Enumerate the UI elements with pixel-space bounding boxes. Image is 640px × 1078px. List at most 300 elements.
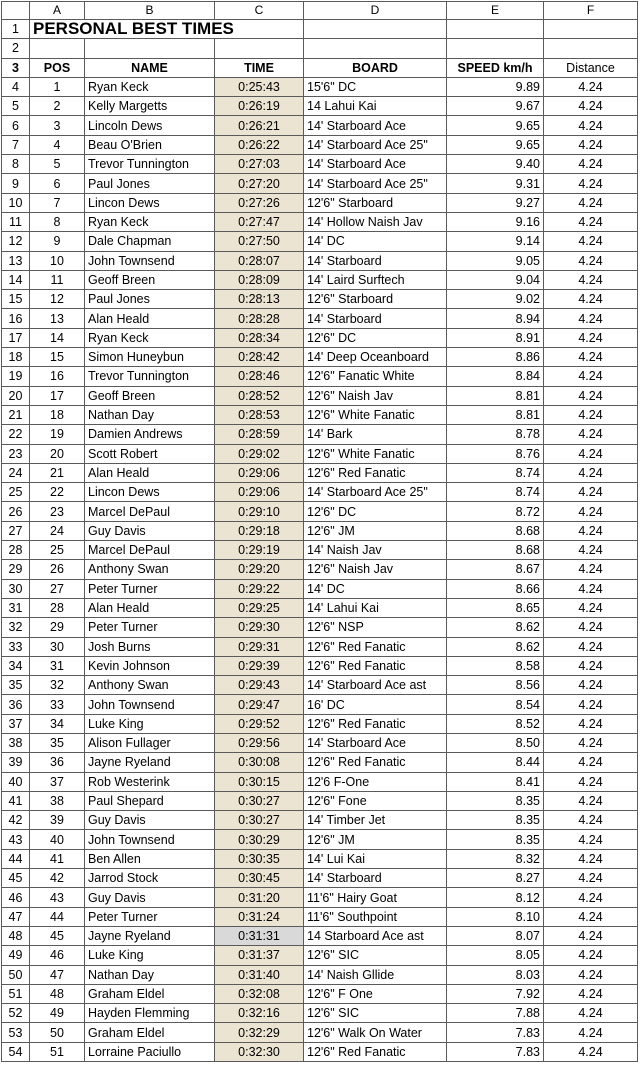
distance-cell[interactable]: 4.24	[544, 637, 638, 656]
time-cell[interactable]: 0:26:19	[215, 97, 304, 116]
pos-cell[interactable]: 9	[30, 232, 85, 251]
row-number[interactable]: 33	[2, 637, 30, 656]
speed-cell[interactable]: 9.16	[447, 212, 544, 231]
speed-cell[interactable]: 9.65	[447, 116, 544, 135]
board-cell[interactable]: 14' Starboard Ace	[304, 116, 447, 135]
time-cell[interactable]: 0:30:45	[215, 869, 304, 888]
pos-cell[interactable]: 17	[30, 386, 85, 405]
row-number[interactable]: 31	[2, 598, 30, 617]
pos-cell[interactable]: 23	[30, 502, 85, 521]
time-cell[interactable]: 0:29:39	[215, 656, 304, 675]
pos-cell[interactable]: 33	[30, 695, 85, 714]
pos-cell[interactable]: 16	[30, 367, 85, 386]
row-number[interactable]: 19	[2, 367, 30, 386]
column-header-a[interactable]: A	[30, 2, 85, 20]
column-header-c[interactable]: C	[215, 2, 304, 20]
board-cell[interactable]: 14' Starboard	[304, 251, 447, 270]
distance-cell[interactable]: 4.24	[544, 232, 638, 251]
board-cell[interactable]: 11'6" Southpoint	[304, 907, 447, 926]
speed-cell[interactable]: 8.68	[447, 521, 544, 540]
name-cell[interactable]: Nathan Day	[85, 965, 215, 984]
row-number[interactable]: 50	[2, 965, 30, 984]
pos-cell[interactable]: 38	[30, 791, 85, 810]
row-number[interactable]: 18	[2, 348, 30, 367]
board-cell[interactable]: 12'6" Red Fanatic	[304, 637, 447, 656]
row-number[interactable]: 12	[2, 232, 30, 251]
board-cell[interactable]: 14' Starboard Ace ast	[304, 676, 447, 695]
pos-cell[interactable]: 5	[30, 155, 85, 174]
row-number[interactable]: 36	[2, 695, 30, 714]
time-cell[interactable]: 0:28:07	[215, 251, 304, 270]
speed-cell[interactable]: 8.67	[447, 560, 544, 579]
row-number[interactable]: 26	[2, 502, 30, 521]
speed-cell[interactable]: 8.94	[447, 309, 544, 328]
board-cell[interactable]: 14' DC	[304, 579, 447, 598]
row-number[interactable]: 32	[2, 618, 30, 637]
distance-cell[interactable]: 4.24	[544, 811, 638, 830]
board-cell[interactable]: 15'6" DC	[304, 77, 447, 96]
cell[interactable]	[215, 39, 304, 58]
pos-cell[interactable]: 50	[30, 1023, 85, 1042]
time-cell[interactable]: 0:30:29	[215, 830, 304, 849]
time-cell[interactable]: 0:29:43	[215, 676, 304, 695]
board-cell[interactable]: 14' Starboard	[304, 309, 447, 328]
name-cell[interactable]: Lincon Dews	[85, 193, 215, 212]
name-cell[interactable]: Marcel DePaul	[85, 541, 215, 560]
speed-cell[interactable]: 8.56	[447, 676, 544, 695]
name-cell[interactable]: Ryan Keck	[85, 328, 215, 347]
distance-cell[interactable]: 4.24	[544, 155, 638, 174]
pos-cell[interactable]: 12	[30, 290, 85, 309]
speed-cell[interactable]: 9.65	[447, 135, 544, 154]
speed-cell[interactable]: 8.58	[447, 656, 544, 675]
header-speed[interactable]: SPEED km/h	[447, 58, 544, 77]
speed-cell[interactable]: 8.41	[447, 772, 544, 791]
name-cell[interactable]: Paul Jones	[85, 290, 215, 309]
time-cell[interactable]: 0:29:10	[215, 502, 304, 521]
board-cell[interactable]: 14' Lahui Kai	[304, 598, 447, 617]
pos-cell[interactable]: 29	[30, 618, 85, 637]
distance-cell[interactable]: 4.24	[544, 405, 638, 424]
board-cell[interactable]: 14' Starboard Ace	[304, 733, 447, 752]
speed-cell[interactable]: 7.92	[447, 984, 544, 1003]
column-header-e[interactable]: E	[447, 2, 544, 20]
name-cell[interactable]: Guy Davis	[85, 811, 215, 830]
time-cell[interactable]: 0:29:06	[215, 483, 304, 502]
name-cell[interactable]: Lincoln Dews	[85, 116, 215, 135]
row-number[interactable]: 21	[2, 405, 30, 424]
cell[interactable]	[30, 39, 85, 58]
name-cell[interactable]: Graham Eldel	[85, 1023, 215, 1042]
distance-cell[interactable]: 4.24	[544, 598, 638, 617]
speed-cell[interactable]: 8.05	[447, 946, 544, 965]
time-cell[interactable]: 0:28:53	[215, 405, 304, 424]
distance-cell[interactable]: 4.24	[544, 984, 638, 1003]
row-number[interactable]: 38	[2, 733, 30, 752]
distance-cell[interactable]: 4.24	[544, 174, 638, 193]
board-cell[interactable]: 14' DC	[304, 232, 447, 251]
board-cell[interactable]: 16' DC	[304, 695, 447, 714]
board-cell[interactable]: 12'6" White Fanatic	[304, 405, 447, 424]
pos-cell[interactable]: 47	[30, 965, 85, 984]
name-cell[interactable]: Simon Huneybun	[85, 348, 215, 367]
distance-cell[interactable]: 4.24	[544, 135, 638, 154]
distance-cell[interactable]: 4.24	[544, 97, 638, 116]
pos-cell[interactable]: 34	[30, 714, 85, 733]
speed-cell[interactable]: 8.81	[447, 405, 544, 424]
pos-cell[interactable]: 14	[30, 328, 85, 347]
pos-cell[interactable]: 2	[30, 97, 85, 116]
distance-cell[interactable]: 4.24	[544, 830, 638, 849]
board-cell[interactable]: 14' Starboard	[304, 869, 447, 888]
time-cell[interactable]: 0:29:25	[215, 598, 304, 617]
pos-cell[interactable]: 43	[30, 888, 85, 907]
row-number[interactable]: 40	[2, 772, 30, 791]
time-cell[interactable]: 0:29:02	[215, 444, 304, 463]
time-cell[interactable]: 0:29:47	[215, 695, 304, 714]
cell[interactable]	[304, 20, 447, 39]
pos-cell[interactable]: 31	[30, 656, 85, 675]
pos-cell[interactable]: 18	[30, 405, 85, 424]
time-cell[interactable]: 0:29:06	[215, 463, 304, 482]
sheet-title[interactable]: PERSONAL BEST TIMES	[30, 20, 304, 39]
pos-cell[interactable]: 22	[30, 483, 85, 502]
speed-cell[interactable]: 9.31	[447, 174, 544, 193]
header-name[interactable]: NAME	[85, 58, 215, 77]
pos-cell[interactable]: 42	[30, 869, 85, 888]
time-cell[interactable]: 0:31:24	[215, 907, 304, 926]
speed-cell[interactable]: 9.89	[447, 77, 544, 96]
distance-cell[interactable]: 4.24	[544, 116, 638, 135]
time-cell[interactable]: 0:31:40	[215, 965, 304, 984]
distance-cell[interactable]: 4.24	[544, 676, 638, 695]
time-cell[interactable]: 0:31:37	[215, 946, 304, 965]
speed-cell[interactable]: 8.35	[447, 791, 544, 810]
row-number[interactable]: 24	[2, 463, 30, 482]
distance-cell[interactable]: 4.24	[544, 946, 638, 965]
pos-cell[interactable]: 25	[30, 541, 85, 560]
row-number[interactable]: 22	[2, 425, 30, 444]
row-number[interactable]: 35	[2, 676, 30, 695]
board-cell[interactable]: 12'6" Naish Jav	[304, 560, 447, 579]
pos-cell[interactable]: 49	[30, 1004, 85, 1023]
time-cell[interactable]: 0:28:09	[215, 270, 304, 289]
row-number[interactable]: 30	[2, 579, 30, 598]
speed-cell[interactable]: 8.32	[447, 849, 544, 868]
row-number[interactable]: 47	[2, 907, 30, 926]
name-cell[interactable]: Luke King	[85, 946, 215, 965]
speed-cell[interactable]: 8.76	[447, 444, 544, 463]
name-cell[interactable]: Alan Heald	[85, 463, 215, 482]
board-cell[interactable]: 14 Starboard Ace ast	[304, 926, 447, 945]
board-cell[interactable]: 14' Laird Surftech	[304, 270, 447, 289]
distance-cell[interactable]: 4.24	[544, 560, 638, 579]
name-cell[interactable]: Damien Andrews	[85, 425, 215, 444]
name-cell[interactable]: Marcel DePaul	[85, 502, 215, 521]
time-cell[interactable]: 0:28:46	[215, 367, 304, 386]
distance-cell[interactable]: 4.24	[544, 772, 638, 791]
pos-cell[interactable]: 40	[30, 830, 85, 849]
pos-cell[interactable]: 48	[30, 984, 85, 1003]
distance-cell[interactable]: 4.24	[544, 1004, 638, 1023]
time-cell[interactable]: 0:29:20	[215, 560, 304, 579]
pos-cell[interactable]: 32	[30, 676, 85, 695]
row-number[interactable]: 42	[2, 811, 30, 830]
name-cell[interactable]: Lorraine Paciullo	[85, 1042, 215, 1061]
distance-cell[interactable]: 4.24	[544, 386, 638, 405]
pos-cell[interactable]: 28	[30, 598, 85, 617]
pos-cell[interactable]: 13	[30, 309, 85, 328]
row-number[interactable]: 11	[2, 212, 30, 231]
pos-cell[interactable]: 6	[30, 174, 85, 193]
time-cell[interactable]: 0:29:18	[215, 521, 304, 540]
row-number[interactable]: 29	[2, 560, 30, 579]
time-cell[interactable]: 0:28:28	[215, 309, 304, 328]
speed-cell[interactable]: 8.03	[447, 965, 544, 984]
row-number[interactable]: 13	[2, 251, 30, 270]
distance-cell[interactable]: 4.24	[544, 483, 638, 502]
pos-cell[interactable]: 39	[30, 811, 85, 830]
row-number[interactable]: 49	[2, 946, 30, 965]
board-cell[interactable]: 12'6" Walk On Water	[304, 1023, 447, 1042]
name-cell[interactable]: Alison Fullager	[85, 733, 215, 752]
cell[interactable]	[85, 39, 215, 58]
corner-cell[interactable]	[2, 2, 30, 20]
speed-cell[interactable]: 8.52	[447, 714, 544, 733]
row-number[interactable]: 34	[2, 656, 30, 675]
pos-cell[interactable]: 24	[30, 521, 85, 540]
name-cell[interactable]: Trevor Tunnington	[85, 155, 215, 174]
row-number[interactable]: 14	[2, 270, 30, 289]
pos-cell[interactable]: 37	[30, 772, 85, 791]
name-cell[interactable]: Hayden Flemming	[85, 1004, 215, 1023]
distance-cell[interactable]: 4.24	[544, 309, 638, 328]
name-cell[interactable]: Geoff Breen	[85, 270, 215, 289]
distance-cell[interactable]: 4.24	[544, 869, 638, 888]
time-cell[interactable]: 0:28:59	[215, 425, 304, 444]
row-number[interactable]: 5	[2, 97, 30, 116]
speed-cell[interactable]: 7.83	[447, 1023, 544, 1042]
name-cell[interactable]: Guy Davis	[85, 521, 215, 540]
time-cell[interactable]: 0:29:56	[215, 733, 304, 752]
header-pos[interactable]: POS	[30, 58, 85, 77]
name-cell[interactable]: Geoff Breen	[85, 386, 215, 405]
name-cell[interactable]: Alan Heald	[85, 309, 215, 328]
name-cell[interactable]: Peter Turner	[85, 618, 215, 637]
speed-cell[interactable]: 8.12	[447, 888, 544, 907]
distance-cell[interactable]: 4.24	[544, 926, 638, 945]
pos-cell[interactable]: 11	[30, 270, 85, 289]
speed-cell[interactable]: 8.65	[447, 598, 544, 617]
name-cell[interactable]: Rob Westerink	[85, 772, 215, 791]
board-cell[interactable]: 14' Starboard Ace 25"	[304, 483, 447, 502]
time-cell[interactable]: 0:29:52	[215, 714, 304, 733]
time-cell[interactable]: 0:28:52	[215, 386, 304, 405]
name-cell[interactable]: Paul Shepard	[85, 791, 215, 810]
distance-cell[interactable]: 4.24	[544, 290, 638, 309]
board-cell[interactable]: 12'6" White Fanatic	[304, 444, 447, 463]
row-number[interactable]: 37	[2, 714, 30, 733]
board-cell[interactable]: 12'6 F-One	[304, 772, 447, 791]
distance-cell[interactable]: 4.24	[544, 753, 638, 772]
row-number[interactable]: 7	[2, 135, 30, 154]
time-cell[interactable]: 0:27:50	[215, 232, 304, 251]
header-distance[interactable]: Distance	[544, 58, 638, 77]
time-cell[interactable]: 0:32:08	[215, 984, 304, 1003]
row-number[interactable]: 43	[2, 830, 30, 849]
cell[interactable]	[447, 20, 544, 39]
distance-cell[interactable]: 4.24	[544, 328, 638, 347]
distance-cell[interactable]: 4.24	[544, 579, 638, 598]
distance-cell[interactable]: 4.24	[544, 965, 638, 984]
distance-cell[interactable]: 4.24	[544, 541, 638, 560]
time-cell[interactable]: 0:28:34	[215, 328, 304, 347]
speed-cell[interactable]: 8.62	[447, 618, 544, 637]
board-cell[interactable]: 14' Lui Kai	[304, 849, 447, 868]
time-cell[interactable]: 0:29:19	[215, 541, 304, 560]
pos-cell[interactable]: 4	[30, 135, 85, 154]
distance-cell[interactable]: 4.24	[544, 463, 638, 482]
name-cell[interactable]: Trevor Tunnington	[85, 367, 215, 386]
cell[interactable]	[544, 39, 638, 58]
name-cell[interactable]: Luke King	[85, 714, 215, 733]
row-number[interactable]: 54	[2, 1042, 30, 1061]
time-cell[interactable]: 0:25:43	[215, 77, 304, 96]
board-cell[interactable]: 12'6" Red Fanatic	[304, 753, 447, 772]
speed-cell[interactable]: 8.72	[447, 502, 544, 521]
speed-cell[interactable]: 9.02	[447, 290, 544, 309]
row-number[interactable]: 44	[2, 849, 30, 868]
distance-cell[interactable]: 4.24	[544, 791, 638, 810]
name-cell[interactable]: Ryan Keck	[85, 212, 215, 231]
speed-cell[interactable]: 9.27	[447, 193, 544, 212]
pos-cell[interactable]: 46	[30, 946, 85, 965]
board-cell[interactable]: 12'6" SIC	[304, 1004, 447, 1023]
name-cell[interactable]: Jayne Ryeland	[85, 753, 215, 772]
board-cell[interactable]: 14' Hollow Naish Jav	[304, 212, 447, 231]
row-number[interactable]: 52	[2, 1004, 30, 1023]
row-number[interactable]: 23	[2, 444, 30, 463]
board-cell[interactable]: 11'6" Hairy Goat	[304, 888, 447, 907]
distance-cell[interactable]: 4.24	[544, 270, 638, 289]
board-cell[interactable]: 12'6" F One	[304, 984, 447, 1003]
name-cell[interactable]: Dale Chapman	[85, 232, 215, 251]
time-cell[interactable]: 0:26:22	[215, 135, 304, 154]
row-number[interactable]: 39	[2, 753, 30, 772]
board-cell[interactable]: 12'6" Starboard	[304, 290, 447, 309]
speed-cell[interactable]: 8.27	[447, 869, 544, 888]
pos-cell[interactable]: 19	[30, 425, 85, 444]
time-cell[interactable]: 0:30:27	[215, 811, 304, 830]
row-number[interactable]: 48	[2, 926, 30, 945]
board-cell[interactable]: 12'6" Red Fanatic	[304, 463, 447, 482]
board-cell[interactable]: 12'6" Red Fanatic	[304, 714, 447, 733]
speed-cell[interactable]: 9.40	[447, 155, 544, 174]
pos-cell[interactable]: 15	[30, 348, 85, 367]
distance-cell[interactable]: 4.24	[544, 849, 638, 868]
time-cell[interactable]: 0:31:31	[215, 926, 304, 945]
speed-cell[interactable]: 8.35	[447, 830, 544, 849]
name-cell[interactable]: John Townsend	[85, 830, 215, 849]
distance-cell[interactable]: 4.24	[544, 425, 638, 444]
row-number[interactable]: 15	[2, 290, 30, 309]
distance-cell[interactable]: 4.24	[544, 907, 638, 926]
time-cell[interactable]: 0:30:35	[215, 849, 304, 868]
time-cell[interactable]: 0:27:47	[215, 212, 304, 231]
distance-cell[interactable]: 4.24	[544, 212, 638, 231]
time-cell[interactable]: 0:28:13	[215, 290, 304, 309]
board-cell[interactable]: 14' Starboard Ace 25"	[304, 174, 447, 193]
pos-cell[interactable]: 36	[30, 753, 85, 772]
pos-cell[interactable]: 3	[30, 116, 85, 135]
name-cell[interactable]: Alan Heald	[85, 598, 215, 617]
name-cell[interactable]: Ben Allen	[85, 849, 215, 868]
row-number[interactable]: 9	[2, 174, 30, 193]
speed-cell[interactable]: 8.86	[447, 348, 544, 367]
name-cell[interactable]: John Townsend	[85, 251, 215, 270]
board-cell[interactable]: 12'6" Naish Jav	[304, 386, 447, 405]
distance-cell[interactable]: 4.24	[544, 77, 638, 96]
pos-cell[interactable]: 20	[30, 444, 85, 463]
distance-cell[interactable]: 4.24	[544, 888, 638, 907]
name-cell[interactable]: Jarrod Stock	[85, 869, 215, 888]
speed-cell[interactable]: 8.07	[447, 926, 544, 945]
speed-cell[interactable]: 8.74	[447, 463, 544, 482]
board-cell[interactable]: 12'6" Red Fanatic	[304, 1042, 447, 1061]
speed-cell[interactable]: 8.66	[447, 579, 544, 598]
row-number[interactable]: 20	[2, 386, 30, 405]
pos-cell[interactable]: 1	[30, 77, 85, 96]
name-cell[interactable]: Kelly Margetts	[85, 97, 215, 116]
row-number[interactable]: 3	[2, 58, 30, 77]
speed-cell[interactable]: 8.10	[447, 907, 544, 926]
name-cell[interactable]: Peter Turner	[85, 907, 215, 926]
time-cell[interactable]: 0:29:22	[215, 579, 304, 598]
time-cell[interactable]: 0:32:29	[215, 1023, 304, 1042]
name-cell[interactable]: Ryan Keck	[85, 77, 215, 96]
row-number[interactable]: 10	[2, 193, 30, 212]
name-cell[interactable]: Jayne Ryeland	[85, 926, 215, 945]
speed-cell[interactable]: 8.54	[447, 695, 544, 714]
name-cell[interactable]: Lincon Dews	[85, 483, 215, 502]
distance-cell[interactable]: 4.24	[544, 348, 638, 367]
distance-cell[interactable]: 4.24	[544, 367, 638, 386]
speed-cell[interactable]: 9.05	[447, 251, 544, 270]
pos-cell[interactable]: 7	[30, 193, 85, 212]
name-cell[interactable]: Josh Burns	[85, 637, 215, 656]
cell[interactable]	[447, 39, 544, 58]
speed-cell[interactable]: 8.50	[447, 733, 544, 752]
distance-cell[interactable]: 4.24	[544, 502, 638, 521]
name-cell[interactable]: Paul Jones	[85, 174, 215, 193]
name-cell[interactable]: Graham Eldel	[85, 984, 215, 1003]
board-cell[interactable]: 14' Naish Jav	[304, 541, 447, 560]
pos-cell[interactable]: 44	[30, 907, 85, 926]
row-number[interactable]: 41	[2, 791, 30, 810]
speed-cell[interactable]: 8.35	[447, 811, 544, 830]
board-cell[interactable]: 12'6" DC	[304, 328, 447, 347]
header-time[interactable]: TIME	[215, 58, 304, 77]
board-cell[interactable]: 12'6" DC	[304, 502, 447, 521]
column-header-d[interactable]: D	[304, 2, 447, 20]
name-cell[interactable]: Anthony Swan	[85, 560, 215, 579]
pos-cell[interactable]: 21	[30, 463, 85, 482]
time-cell[interactable]: 0:30:08	[215, 753, 304, 772]
row-number[interactable]: 28	[2, 541, 30, 560]
board-cell[interactable]: 14' Bark	[304, 425, 447, 444]
pos-cell[interactable]: 45	[30, 926, 85, 945]
distance-cell[interactable]: 4.24	[544, 656, 638, 675]
